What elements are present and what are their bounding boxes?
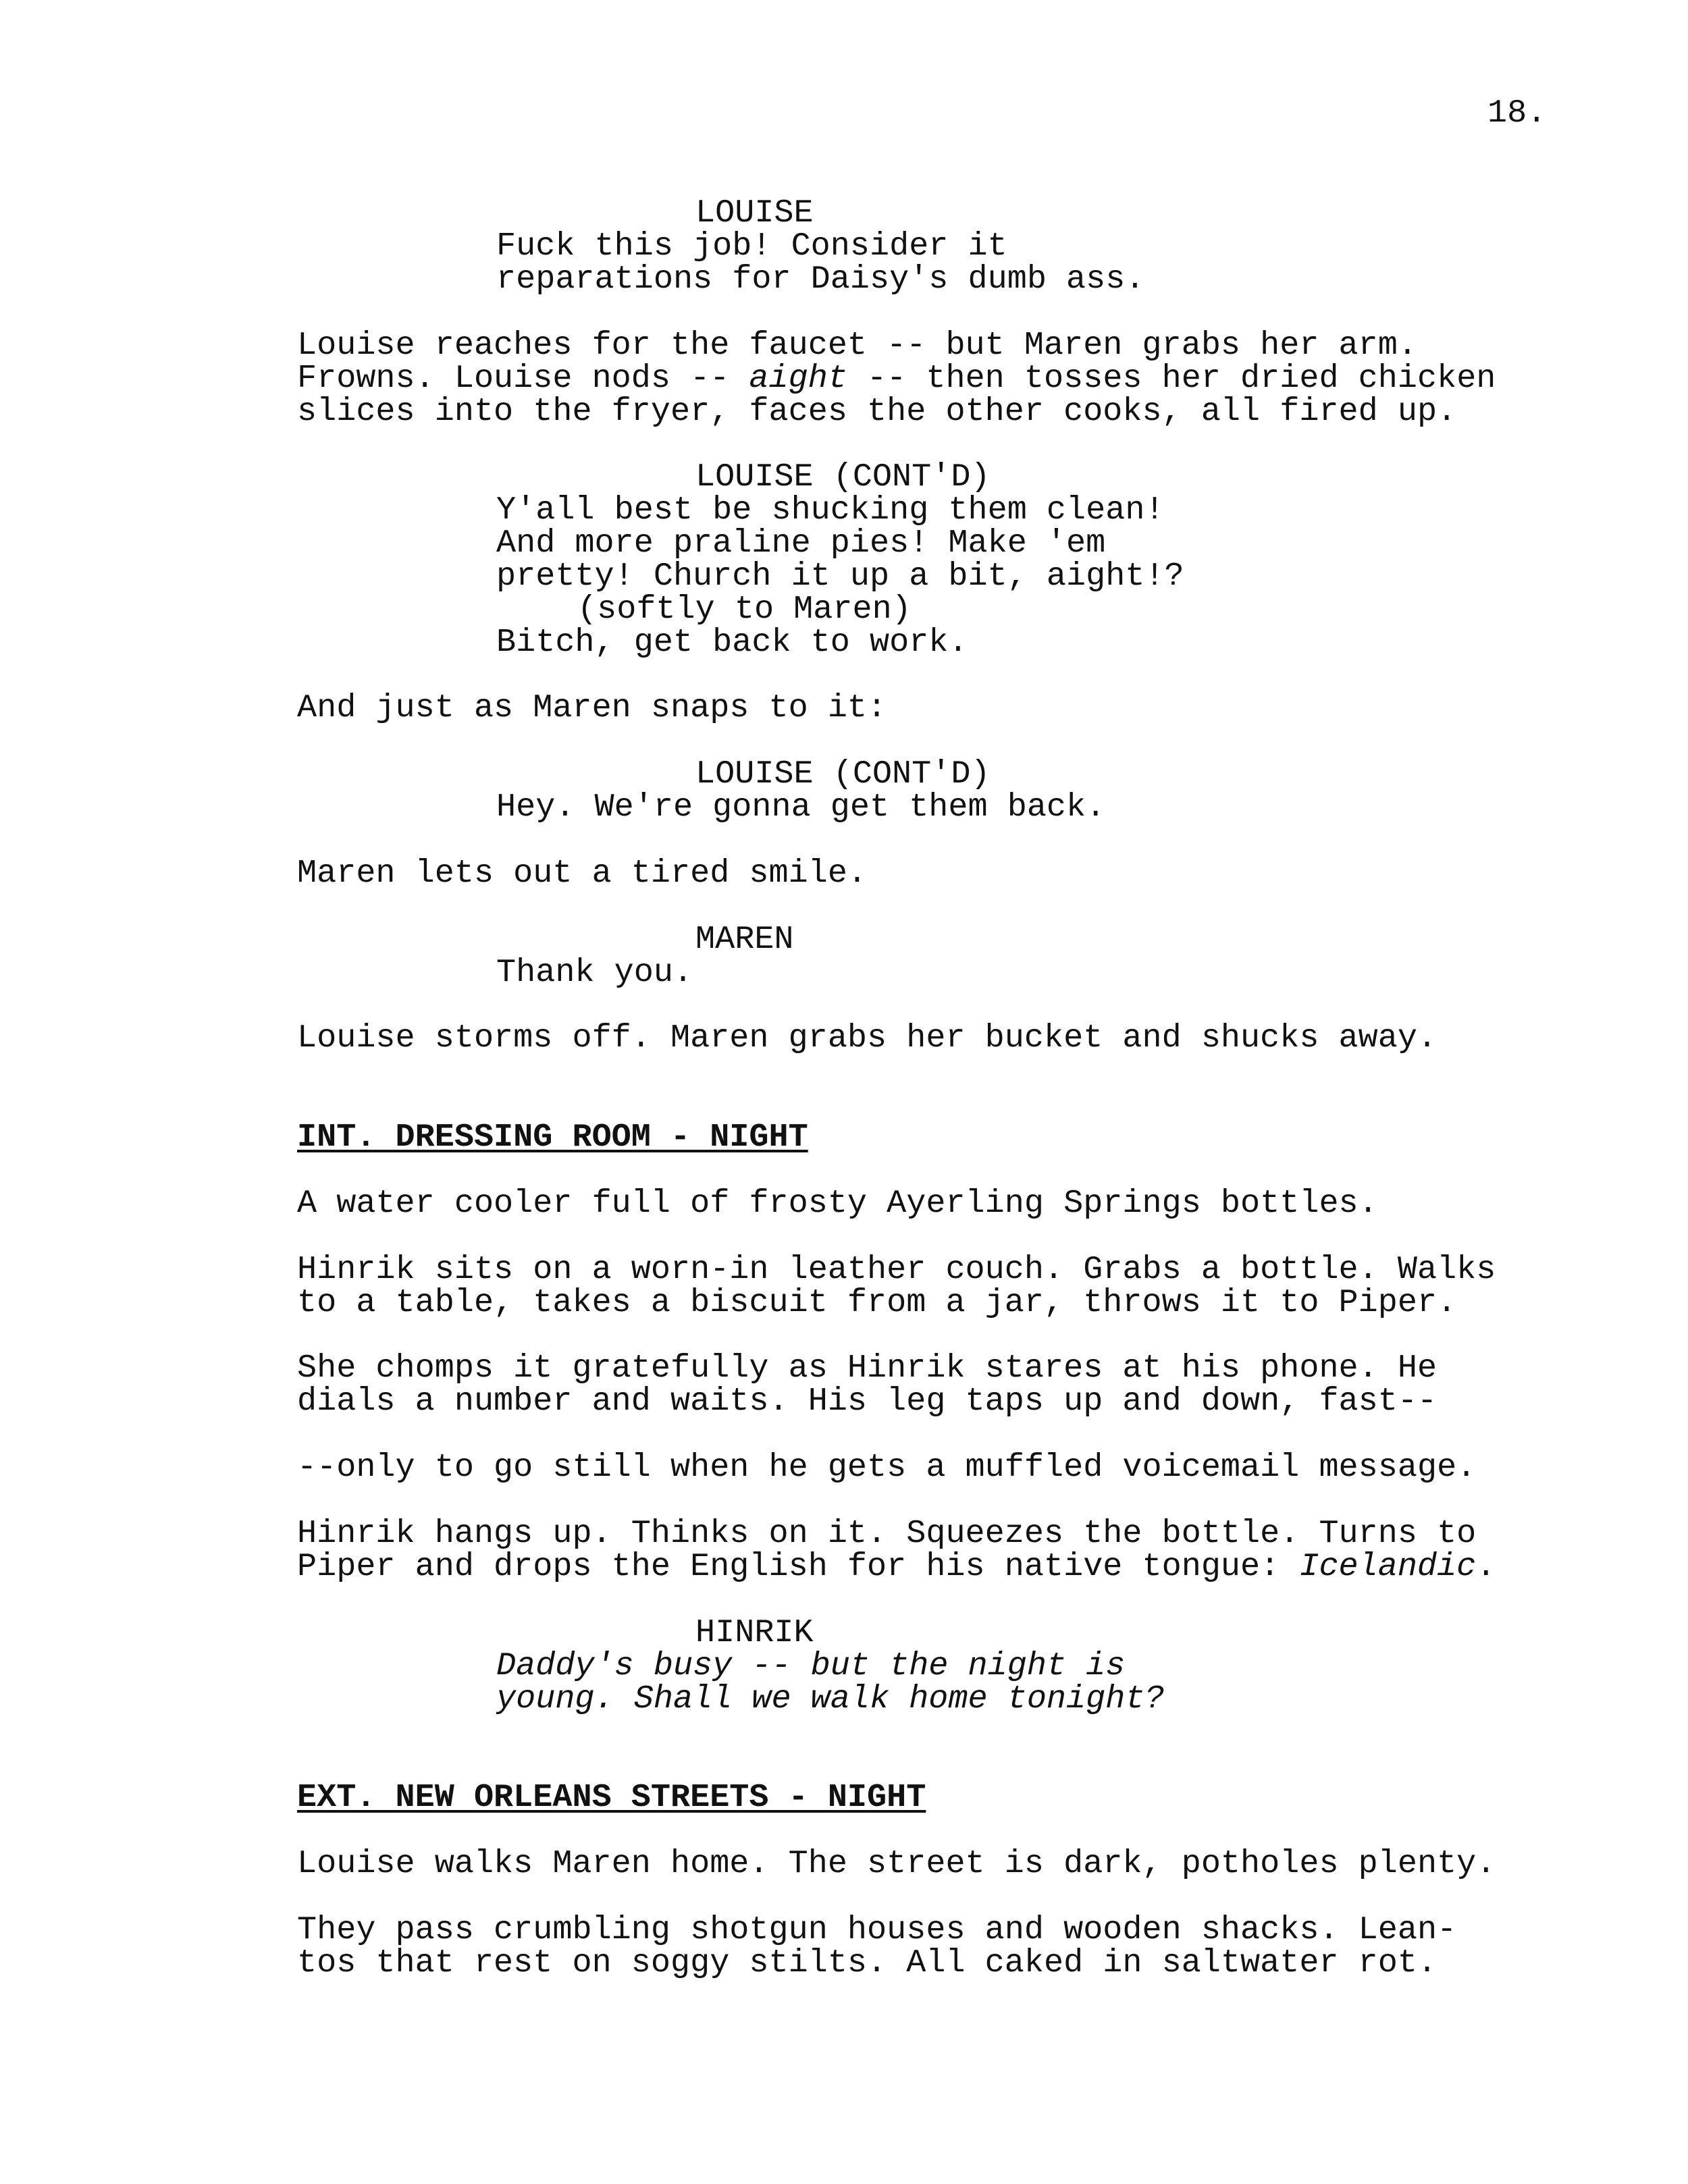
action-line: --only to go still when he gets a muffled voicemail message. — [297, 1449, 1477, 1486]
character-cue: LOUISE (CONT'D) — [695, 755, 991, 793]
character-cue: HINRIK — [695, 1614, 814, 1651]
action-text: Frowns. Louise nods -- — [297, 360, 749, 397]
dialogue-line: pretty! Church it up a bit, aight!? — [496, 558, 1184, 595]
action-line: slices into the fryer, faces the other cooks, all fired up. — [297, 393, 1457, 430]
action-text: Piper and drops the English for his native tongue: — [297, 1548, 1300, 1585]
action-line: A water cooler full of frosty Ayerling Springs bottles. — [297, 1185, 1378, 1222]
dialogue-line: Bitch, get back to work. — [496, 624, 968, 661]
action-line: She chomps it gratefully as Hinrik stares at his phone. He — [297, 1350, 1438, 1387]
dialogue-line: And more praline pies! Make 'em — [496, 525, 1106, 562]
action-line: Hinrik hangs up. Thinks on it. Squeezes the bottle. Turns to — [297, 1515, 1477, 1552]
dialogue-line: Hey. We're gonna get them back. — [496, 789, 1106, 826]
character-cue: LOUISE — [695, 194, 814, 232]
scene-heading: INT. DRESSING ROOM - NIGHT — [297, 1119, 808, 1156]
action-line — [297, 360, 1496, 397]
dialogue-line: Y'all best be shucking them clean! — [496, 491, 1165, 529]
action-line: dials a number and waits. His leg taps up and down, fast-- — [297, 1383, 1438, 1420]
page-number: 18. — [1487, 95, 1547, 132]
parenthetical: (softly to Maren) — [577, 591, 912, 628]
dialogue-line: Thank you. — [496, 954, 693, 991]
action-line: Hinrik sits on a worn-in leather couch. Grabs a bottle. Walks — [297, 1251, 1496, 1288]
action-line: tos that rest on soggy stilts. All caked in saltwater rot. — [297, 1944, 1438, 1981]
action-line: Maren lets out a tired smile. — [297, 855, 868, 892]
action-line: Louise walks Maren home. The street is dark, potholes plenty. — [297, 1845, 1496, 1882]
scene-heading: EXT. NEW ORLEANS STREETS - NIGHT — [297, 1779, 926, 1816]
dialogue-italic: young. Shall we walk home tonight? — [496, 1680, 1165, 1717]
character-cue: LOUISE (CONT'D) — [695, 458, 991, 496]
action-emphasis: aight — [749, 360, 847, 397]
action-line: to a table, takes a biscuit from a jar, throws it to Piper. — [297, 1284, 1457, 1321]
dialogue-line — [496, 1647, 1126, 1684]
action-line: They pass crumbling shotgun houses and wooden shacks. Lean- — [297, 1911, 1457, 1948]
dialogue-line — [496, 1680, 1165, 1717]
action-text: -- then tosses her dried chicken — [847, 360, 1496, 397]
character-cue: MAREN — [695, 921, 794, 958]
action-emphasis: Icelandic — [1299, 1548, 1477, 1585]
action-text: . — [1476, 1548, 1496, 1585]
dialogue-line: Fuck this job! Consider it — [496, 228, 1007, 265]
action-line — [297, 1548, 1496, 1585]
action-line: And just as Maren snaps to it: — [297, 689, 887, 726]
action-line: Louise reaches for the faucet -- but Maren grabs her arm. — [297, 327, 1417, 364]
dialogue-line: reparations for Daisy's dumb ass. — [496, 261, 1145, 298]
action-line: Louise storms off. Maren grabs her bucket and shucks away. — [297, 1019, 1438, 1057]
dialogue-italic: Daddy's busy -- but the night is — [496, 1647, 1126, 1684]
